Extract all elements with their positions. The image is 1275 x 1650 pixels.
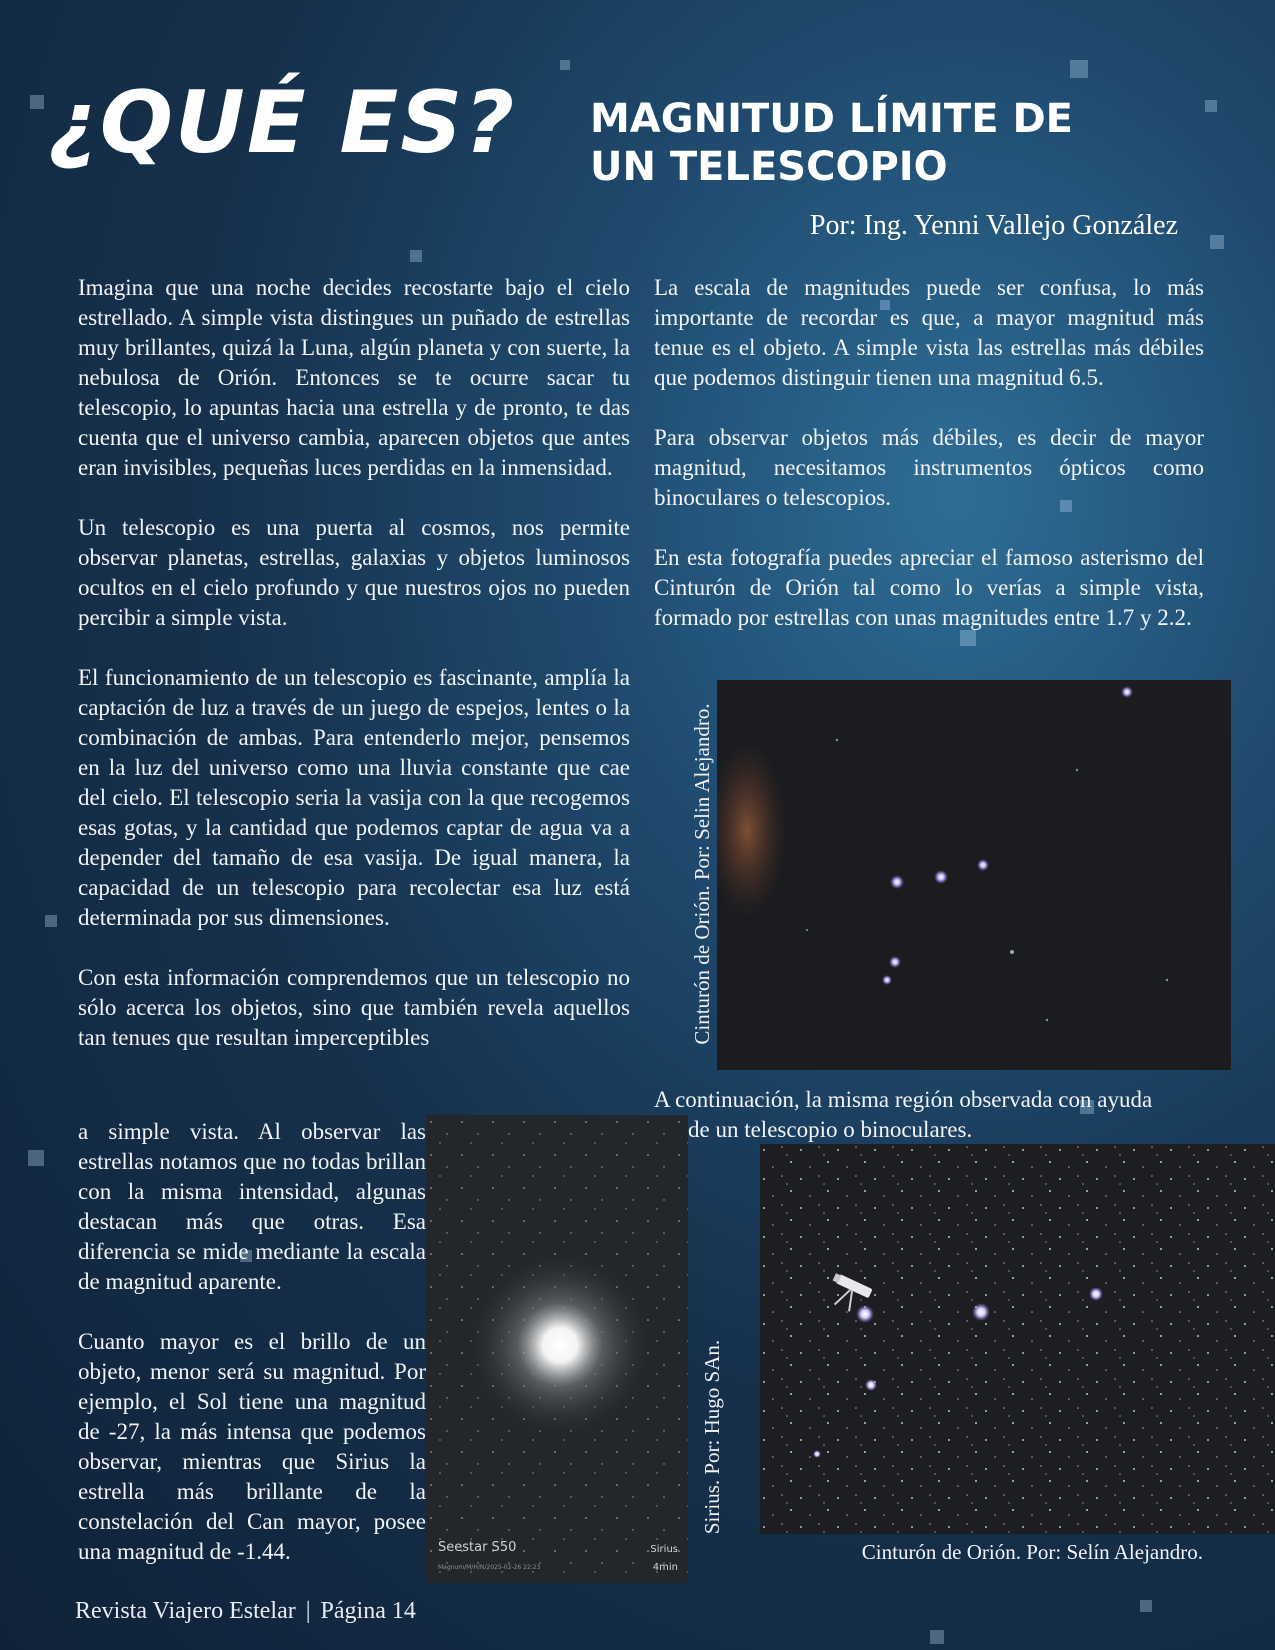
- paragraph: Imagina que una noche decides recostarte bajo el cielo estrellado. A simple vista distingues un puñado de estrellas muy brillantes, quizá la Luna, algún planeta y con suerte, la nebulosa de Orión. Entonces se te ocurre sacar tu telescopio, lo apuntas hacia una estrella y de pronto, te das cuenta que el universo cambia, aparecen objetos que antes eran invisibles, pequeñas luces perdidas en la inmensidad.: [78, 275, 630, 480]
- author-byline: Por: Ing. Yenni Vallejo González: [809, 210, 1178, 241]
- right-column: [654, 273, 1204, 663]
- paragraph: El funcionamiento de un telescopio es fascinante, amplía la captación de luz a través de un juego de espejos, lentes o la combinación de ambas. Para entenderlo mejor, pensemos en la luz del universo como una lluvia constante que cae del cielo. El telescopio seria la vasija con la que recogemos esas gotas, y la cantidad que podemos captar de agua va a depender del tamaño de esa vasija. De igual manera, la capacidad de un telescopio para recolectar esa luz está determinada por sus dimensiones.: [78, 665, 630, 930]
- sirius-photo-caption-vertical: Sirius. Por: Hugo SAn.: [700, 1339, 724, 1535]
- footer-separator: |: [305, 1598, 311, 1624]
- page-title: ¿QUÉ ES?: [48, 73, 517, 173]
- orion-telescope-caption: Cinturón de Orión. Por: Selín Alejandro.: [861, 1540, 1203, 1564]
- page-number: Página 14: [320, 1598, 416, 1624]
- paragraph: a simple vista. Al observar las estrellas notamos que no todas brillan con la misma intensidad, algunas destacan más que otras. Esa diferencia se mide mediante la escala de magnitud aparente.: [78, 1119, 426, 1294]
- paragraph: Con esta información comprendemos que un telescopio no sólo acerca los objetos, sino que también revela aquellos tan tenues que resultan imperceptibles: [78, 965, 630, 1050]
- magazine-name: Revista Viajero Estelar: [75, 1598, 296, 1624]
- seestar-metadata-text: Magnum/M/H/N/2025-02-26 22:23: [438, 1564, 541, 1571]
- paragraph: En esta fotografía puedes apreciar el famoso asterismo del Cinturón de Orión tal como lo verías a simple vista, formado por estrellas con unas magnitudes entre 1.7 y 2.2.: [654, 545, 1204, 630]
- paragraph: Para observar objetos más débiles, es decir de mayor magnitud, necesitamos instrumentos ópticos como binoculares o telescopios.: [654, 425, 1204, 510]
- paragraph: La escala de magnitudes puede ser confusa, lo más importante de recordar es que, a mayor magnitud más tenue es el objeto. A simple vista las estrellas más débiles que podemos distinguir tienen una magnitud 6.5.: [654, 275, 1204, 390]
- orion-telescope-photo: [760, 1144, 1275, 1534]
- paragraph: Un telescopio es una puerta al cosmos, nos permite observar planetas, estrellas, galaxias y objetos luminosos ocultos en el cielo profundo y que nuestros ojos no pueden percibir a simple vista.: [78, 515, 630, 630]
- article-subtitle: MAGNITUD LÍMITE DE UN TELESCOPIO: [590, 96, 1073, 190]
- continuation-caption-line: de un telescopio o binoculares.: [688, 1117, 973, 1142]
- exposure-label: 4min: [652, 1562, 678, 1573]
- seestar-watermark: Seestar S50: [438, 1540, 517, 1555]
- sirius-photo: [426, 1115, 688, 1583]
- page-footer: [75, 1598, 416, 1625]
- left-column-narrow: [78, 1117, 426, 1597]
- orion-naked-eye-photo: [717, 680, 1231, 1070]
- paragraph: Cuanto mayor es el brillo de un objeto, menor será su magnitud. Por ejemplo, el Sol tiene una magnitud de -27, la más intensa que podemos observar, mientras que Sirius la estrella más brillante de la constelación del Can mayor, posee una magnitud de -1.44.: [78, 1329, 426, 1564]
- target-label: Sirius: [650, 1544, 678, 1555]
- continuation-caption-line: A continuación, la misma región observada con ayuda: [654, 1087, 1153, 1112]
- left-column: [78, 273, 630, 1053]
- orion-photo-caption-vertical: Cinturón de Orión. Por: Selin Alejandro.: [690, 703, 714, 1045]
